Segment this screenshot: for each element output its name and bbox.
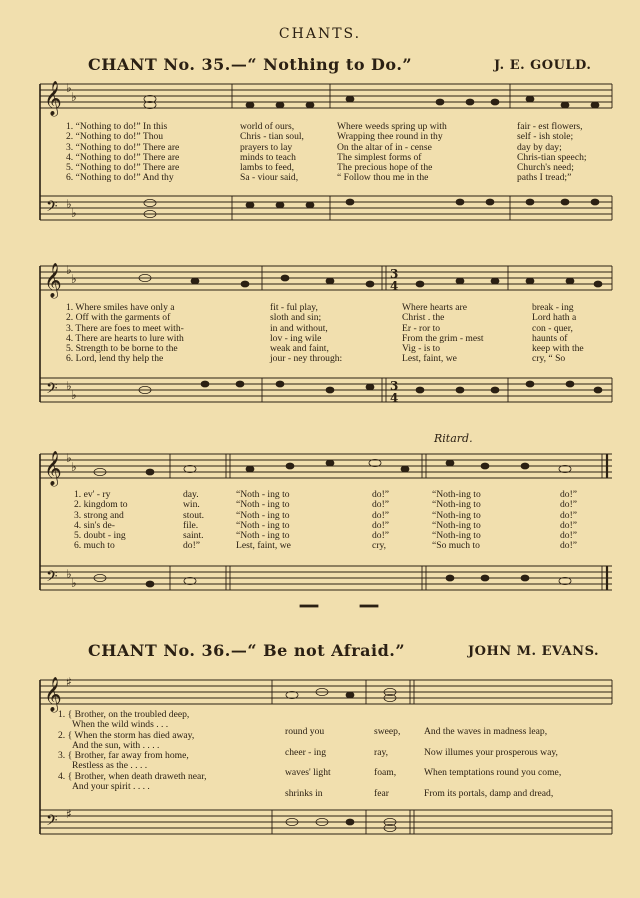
lyric-line: shrinks in [285, 787, 323, 799]
lyric-line: 2. “Nothing to do!” Thou [66, 131, 164, 143]
lyric-line: “Noth - ing to [236, 499, 290, 511]
chant-35-system-1-col-2 [240, 122, 304, 184]
lyric-line: 4. sin's de- [74, 519, 115, 531]
lyric-line: The simplest forms of [337, 151, 422, 163]
lyric-line: 5. Strength to be borne to the [66, 343, 178, 355]
lyric-line: Chris - tian soul, [240, 131, 304, 143]
lyric-line: “Noth-ing to [432, 499, 481, 511]
lyric-line: do!” [372, 530, 390, 542]
svg-text:♭: ♭ [66, 451, 72, 465]
chant-35-system-2-col-1 [66, 303, 184, 365]
chant-35-system-3-col-2 [183, 490, 204, 552]
lyric-line: do!” [560, 540, 578, 552]
lyric-line: do!” [560, 519, 578, 531]
svg-text:♭: ♭ [71, 272, 77, 286]
svg-text:♭: ♭ [66, 379, 72, 393]
lyric-line: “Noth - ing to [236, 489, 290, 500]
chant-35-title: CHANT No. 35.—“ Nothing to Do.” [88, 55, 413, 74]
lyric-line: And the sun, with . . . . [72, 739, 160, 751]
lyric-line: Chris-tian speech; [517, 151, 587, 163]
lyric-line: win. [183, 499, 200, 511]
chant-36-bass-staff [40, 810, 612, 834]
lyric-line: weak and faint, [270, 343, 329, 355]
lyric-line: 2. Off with the garments of [66, 312, 171, 324]
chant-35-system-1-col-3 [337, 122, 447, 184]
svg-text:♯: ♯ [66, 807, 72, 821]
lyric-line: “Noth - ing to [236, 530, 290, 542]
chant-35-system-3-col-4 [372, 490, 389, 552]
lyric-line: 2. kingdom to [74, 499, 128, 511]
svg-text:𝄞: 𝄞 [44, 451, 62, 486]
treble-clef-icon: 𝄞 [44, 81, 62, 116]
lyric-line: Restless as the . . . . [72, 760, 148, 772]
svg-text:♭: ♭ [71, 388, 77, 402]
lyric-line: haunts of [532, 332, 568, 344]
lyric-line: 4. There are hearts to lure with [66, 332, 184, 344]
lyric-line: When temptations round you come, [424, 767, 562, 779]
lyric-line: do!” [560, 509, 578, 521]
system-1-treble-staff [40, 84, 612, 108]
lyric-line: Lord hath a [532, 312, 577, 324]
lyric-line: break - ing [532, 302, 574, 313]
lyric-line: 6. much to [74, 540, 115, 552]
chant-36-composer: JOHN M. EVANS. [468, 644, 600, 659]
chant-35-system-1-col-4 [517, 122, 587, 184]
lyric-line: sloth and sin; [270, 312, 322, 324]
lyric-line: From its portals, damp and dread, [424, 787, 554, 799]
system-1-bass-staff [40, 196, 612, 220]
svg-text:𝄢: 𝄢 [46, 568, 58, 589]
lyric-line: 1. { Brother, on the troubled deep, [58, 709, 190, 720]
chant-36-col-3 [374, 722, 400, 804]
lyric-line: day by day; [517, 141, 562, 153]
svg-text:♭: ♭ [71, 90, 77, 104]
lyric-line: And your spirit . . . . [72, 781, 150, 793]
lyric-line: file. [183, 519, 199, 531]
lyric-line: do!” [183, 540, 201, 552]
ritard-marking: Ritard. [434, 432, 473, 445]
chant-35-system-2-col-4 [532, 303, 584, 365]
lyric-line: 5. doubt - ing [74, 530, 126, 542]
lyric-line: world of ours, [240, 121, 295, 132]
lyric-line: 6. Lord, lend thy help the [66, 353, 164, 365]
lyric-line: And the waves in madness leap, [424, 726, 548, 737]
lyric-line: do!” [372, 499, 390, 511]
lyric-line: do!” [560, 530, 578, 542]
lyric-line: 3. { Brother, far away from home, [58, 750, 189, 762]
lyric-line: 2. { When the storm has died away, [58, 729, 195, 741]
lyric-line: prayers to lay [240, 141, 293, 153]
lyric-line: “Noth - ing to [236, 509, 290, 521]
chant-35-system-3-col-6 [560, 490, 577, 552]
system-2-treble-staff [40, 266, 612, 290]
svg-text:♭: ♭ [71, 460, 77, 474]
svg-text:3: 3 [390, 267, 399, 281]
svg-text:𝄞: 𝄞 [44, 677, 62, 712]
chant-36-col-4 [424, 722, 561, 804]
lyric-line: 5. “Nothing to do!” There are [66, 162, 180, 174]
chant-35-system-3-col-1 [74, 490, 128, 552]
lyric-line: cry, [372, 540, 387, 552]
lyric-line: in and without, [270, 322, 328, 334]
bass-clef-icon: 𝄢 [46, 198, 58, 219]
lyric-line: “Noth-ing to [432, 509, 481, 521]
lyric-line: fit - ful play, [270, 302, 318, 313]
lyric-line: day. [183, 489, 199, 500]
lyric-line: paths I tread;” [517, 172, 572, 184]
lyric-line: Where weeds spring up with [337, 121, 447, 132]
lyric-line: 1. ev' - ry [74, 489, 111, 500]
lyric-line: “So much to [432, 540, 480, 552]
chant-35-system-3-col-3 [236, 490, 291, 552]
lyric-line: “ Follow thou me in the [337, 172, 429, 184]
lyric-line: The precious hope of the [337, 162, 433, 174]
lyric-line: stout. [183, 509, 205, 521]
lyric-line: 3. strong and [74, 509, 124, 521]
lyric-line: Now illumes your prosperous way, [424, 746, 558, 758]
lyric-line: When the wild winds . . . [72, 719, 169, 731]
lyric-line: round you [285, 726, 325, 737]
lyric-line: 3. There are foes to meet with- [66, 322, 184, 334]
lyric-line: 6. “Nothing to do!” And thy [66, 172, 174, 184]
lyric-line: self - ish stole; [517, 131, 574, 143]
lyric-line: cry, “ So [532, 353, 566, 365]
lyric-line: keep with the [532, 343, 584, 355]
chant-35-system-2-col-2 [270, 303, 342, 365]
lyric-line: lambs to feed, [240, 162, 295, 174]
lyric-line: do!” [560, 499, 578, 511]
lyric-line: ray, [374, 746, 389, 758]
svg-text:3: 3 [390, 379, 399, 393]
lyric-line: Lest, faint, we [402, 353, 457, 365]
lyric-line: 1. “Nothing to do!” In this [66, 121, 168, 132]
chant-35-composer: J. E. GOULD. [494, 58, 592, 73]
lyric-line: do!” [372, 519, 390, 531]
svg-text:♯: ♯ [66, 675, 72, 689]
lyric-line: lov - ing wile [270, 332, 322, 344]
lyric-line: 1. Where smiles have only a [66, 302, 175, 313]
lyric-line: Wrapping thee round in thy [337, 131, 443, 143]
lyric-line: Lest, faint, we [236, 540, 291, 552]
svg-text:♭: ♭ [71, 576, 77, 590]
lyric-line: “Noth-ing to [432, 489, 481, 500]
lyric-line: do!” [560, 489, 578, 500]
lyric-line: waves' light [285, 767, 331, 779]
lyric-line: “Noth - ing to [236, 519, 290, 531]
lyric-line: Vig - is to [402, 343, 441, 355]
chant-35-system-1-col-1 [66, 122, 179, 184]
lyric-line: 4. “Nothing to do!” There are [66, 151, 180, 163]
lyric-line: minds to teach [240, 151, 296, 163]
lyric-line: Where hearts are [402, 302, 467, 313]
svg-text:𝄢: 𝄢 [46, 380, 58, 401]
lyric-line: Christ . the [402, 312, 445, 324]
svg-text:♭: ♭ [71, 206, 77, 220]
lyric-line: foam, [374, 767, 397, 779]
lyric-line: From the grim - mest [402, 332, 484, 344]
svg-text:4: 4 [390, 391, 399, 405]
lyric-line: saint. [183, 530, 204, 542]
lyric-line: sweep, [374, 726, 401, 737]
lyric-line: “Noth-ing to [432, 530, 481, 542]
lyric-line: jour - ney through: [270, 353, 343, 365]
svg-text:♭: ♭ [66, 263, 72, 277]
chant-36-treble-staff [40, 680, 612, 704]
svg-text:4: 4 [390, 279, 399, 293]
lyric-line: 4. { Brother, when death draweth near, [58, 770, 207, 782]
chant-36-col-2 [285, 722, 331, 804]
lyric-line: do!” [372, 489, 390, 500]
svg-text:𝄞: 𝄞 [44, 263, 62, 298]
svg-text:♭: ♭ [66, 197, 72, 211]
lyric-line: “Noth-ing to [432, 519, 481, 531]
chant-36-col-1 [58, 710, 207, 792]
lyric-line: fair - est flowers, [517, 121, 583, 132]
svg-text:♭: ♭ [66, 567, 72, 581]
lyric-line: 3. “Nothing to do!” There are [66, 141, 180, 153]
lyric-line: con - quer, [532, 322, 573, 334]
svg-text:♭: ♭ [66, 81, 72, 95]
lyric-line: Er - ror to [402, 322, 441, 334]
page-header: CHANTS. [278, 26, 362, 42]
chant-35-system-2-col-3 [402, 303, 484, 365]
lyric-line: fear [374, 787, 389, 799]
lyric-line: Church's need; [517, 162, 574, 174]
svg-text:𝄢: 𝄢 [46, 812, 58, 833]
chant-35-system-3-col-5 [432, 490, 481, 552]
lyric-line: cheer - ing [285, 746, 327, 758]
lyric-line: do!” [372, 509, 390, 521]
lyric-line: On the altar of in - cense [337, 141, 432, 153]
lyric-line: Sa - viour said, [240, 172, 299, 184]
chant-36-title: CHANT No. 36.—“ Be not Afraid.” [88, 641, 406, 660]
